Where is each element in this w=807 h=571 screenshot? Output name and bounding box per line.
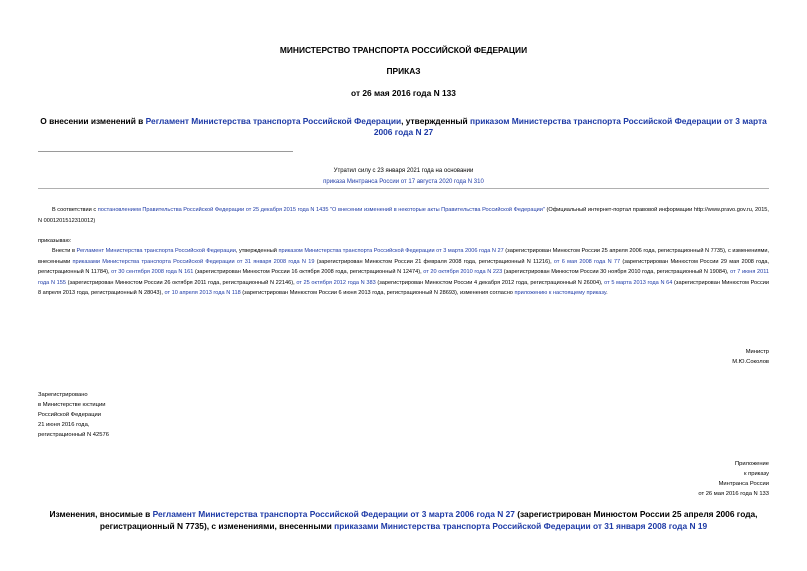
changes-link-order-19[interactable]: приказами Министерства транспорта Российской Федерации от 31 января 2008 года N 19 (334, 520, 708, 531)
body-link-order-64[interactable]: от 5 марта 2013 года N 64 (604, 279, 673, 286)
appendix-line: Приложение (734, 461, 769, 467)
body-text: (зарегистрирован Минюстом России 30 ноября 2010 года, регистрационный N 19084), (502, 269, 731, 276)
changes-heading-text: Изменения, вносимые в (49, 509, 153, 519)
doc-date-number: от 26 мая 2016 года N 133 (351, 88, 456, 98)
preamble-paragraph (38, 205, 769, 226)
appendix-line: к приказу (743, 471, 769, 477)
registration-line: в Министерстве юстиции (38, 402, 106, 408)
lost-force-link[interactable]: приказа Минтранса России от 17 августа 2020 года N 310 (323, 179, 484, 185)
body-link-order-77[interactable]: от 6 мая 2008 года N 77 (553, 258, 621, 265)
body-link-order-27[interactable]: приказом Министерства транспорта Российской Федерации от 3 марта 2006 года N 27 (278, 248, 504, 254)
lost-force-note: Утратил силу с 23 января 2021 года на основании (333, 168, 474, 174)
body-text: (зарегистрирован Минюстом России 26 октября 2011 года, регистрационный N 22146), (66, 279, 297, 286)
signature-name: М.Ю.Соколов (732, 359, 769, 365)
changes-heading (38, 509, 769, 532)
body-link-reglament[interactable]: Регламент Министерства транспорта Российской Федерации (76, 248, 236, 254)
body-text: (зарегистрирован Минюстом России 4 декабря 2012 года, регистрационный N 26004), (375, 279, 605, 286)
body-link-order-19[interactable]: приказами Министерства транспорта Российской Федерации от 31 января 2008 года N 19 (72, 258, 315, 265)
divider (38, 151, 293, 152)
body-text: (зарегистрирован Минюстом России 29 мая 2008 года, регистрационный N 11784), (38, 258, 770, 276)
ministry-heading: МИНИСТЕРСТВО ТРАНСПОРТА РОССИЙСКОЙ ФЕДЕРАЦИИ (279, 45, 528, 55)
body-text: (зарегистрирован Минюстом России 25 апреля 2006 года, регистрационный N 7735), с изменениями, внесенными (38, 248, 770, 265)
signature-position: Министр (745, 349, 769, 355)
registration-line: регистрационный N 42576 (38, 432, 109, 438)
body-text: (зарегистрирован Минюстом России 8 апреля 2013 года, регистрационный N 28043), (38, 279, 770, 297)
registration-line: Российской Федерации (38, 412, 102, 418)
body-text: Внести в (52, 248, 77, 254)
body-text: (зарегистрирован Минюстом России 6 июня 2013 года, регистрационный N 28693), изменения согласно (240, 290, 515, 297)
body-text: . (606, 290, 608, 297)
body-text: (зарегистрирован Минюстом России 21 февраля 2008 года, регистрационный N 11216), (314, 258, 554, 265)
document-title (38, 116, 769, 138)
title-link-reglament[interactable]: Регламент Министерства транспорта Российской Федерации (145, 116, 402, 126)
registration-line: Зарегистрировано (38, 392, 88, 398)
lost-force-link-line (0, 177, 807, 187)
preamble-text: В соответствии с (52, 207, 98, 213)
preamble-text: (Официальный интернет-портал правовой информации http://www.pravo.gov.ru, 2015, N 0001201512310012) (38, 207, 769, 224)
body-link-order-223[interactable]: от 20 октября 2010 года N 223 (423, 269, 503, 276)
preamble-link-resolution[interactable]: постановлением Правительства Российской Федерации от 25 декабря 2015 года N 1435 "О внесении изменений в некоторые акты Правительства Российской Федерации" (97, 207, 545, 213)
registration-line: 21 июня 2016 года, (38, 422, 90, 428)
doc-type-heading: ПРИКАЗ (386, 66, 421, 76)
body-link-order-383[interactable]: от 25 октября 2012 года N 383 (296, 279, 376, 286)
body-link-appendix[interactable]: приложению к настоящему приказу (514, 290, 607, 297)
changes-heading-text: (зарегистрирован Минюстом России 25 апреля 2006 года, регистрационный N 7735), с изменениями, внесенными (99, 509, 758, 531)
body-link-order-155[interactable]: от 7 июня 2011 года N 155 (38, 269, 769, 286)
body-paragraph (38, 246, 769, 299)
appendix-line: Минтранса России (718, 481, 769, 487)
order-word: приказываю: (38, 238, 72, 244)
body-link-order-161[interactable]: от 30 сентября 2008 года N 161 (111, 269, 194, 276)
body-link-order-118[interactable]: от 10 апреля 2013 года N 118 (164, 290, 241, 297)
changes-link-reglament[interactable]: Регламент Министерства транспорта Российской Федерации от 3 марта 2006 года N 27 (152, 509, 515, 519)
divider (38, 188, 769, 189)
title-link-order[interactable]: приказом Министерства транспорта Российской Федерации от 3 марта 2006 года N 27 (373, 116, 767, 137)
appendix-line: от 26 мая 2016 года N 133 (698, 491, 769, 497)
body-text: , утвержденный (235, 248, 279, 254)
title-text: О внесении изменений в (40, 116, 146, 126)
title-text: , утвержденный (401, 116, 471, 126)
body-text: (зарегистрирован Минюстом России 16 октября 2008 года, регистрационный N 12474), (193, 269, 424, 276)
